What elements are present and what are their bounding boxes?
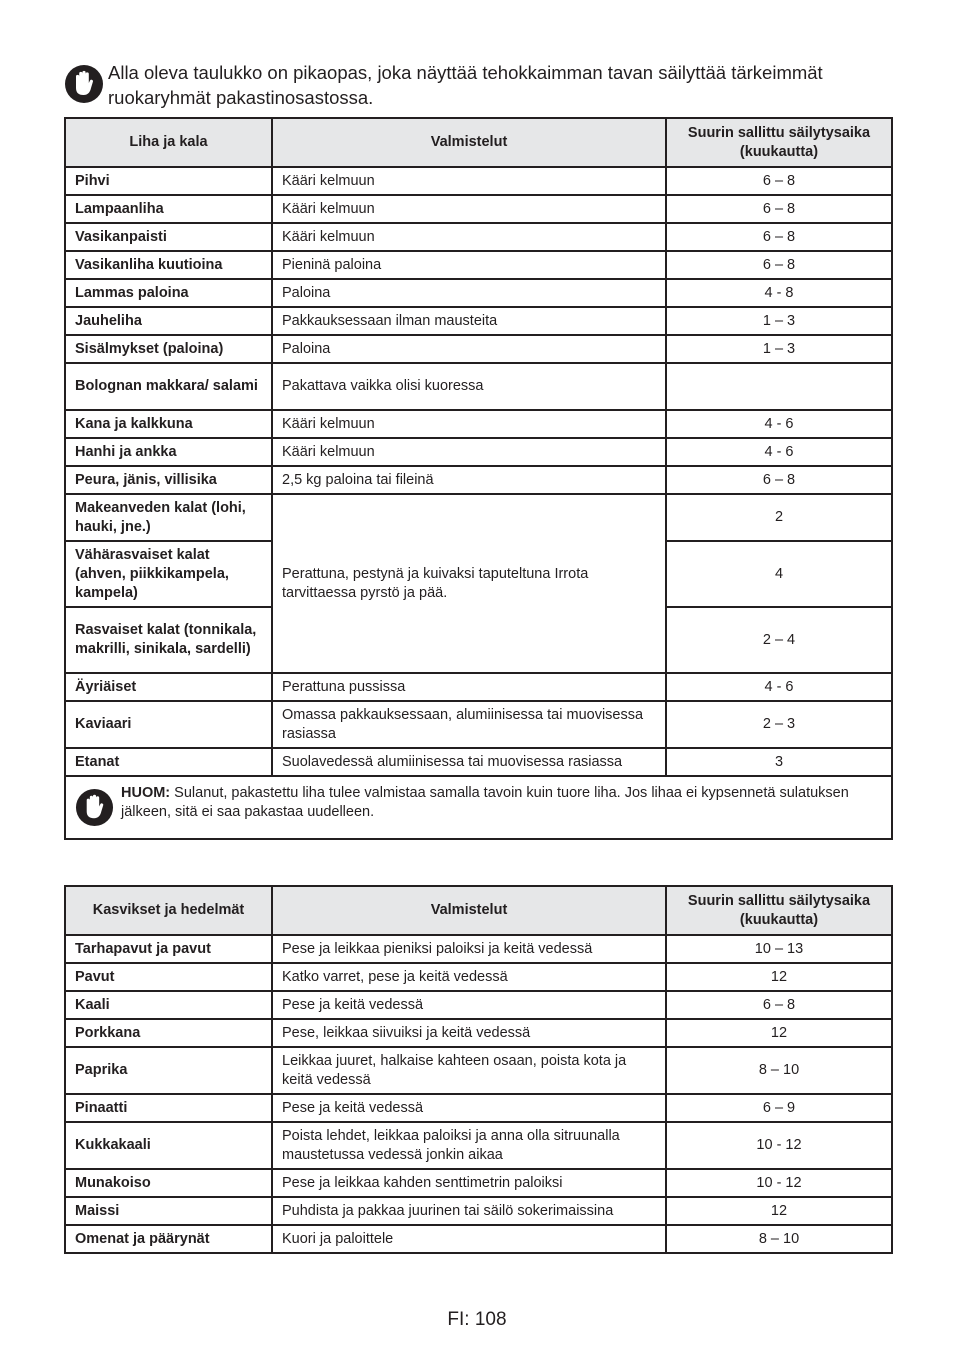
storage-time: 6 – 8 bbox=[666, 167, 892, 195]
preparation: Pese ja leikkaa kahden senttimetrin paloiksi bbox=[272, 1169, 666, 1197]
table-row bbox=[65, 748, 892, 776]
table-row bbox=[65, 963, 892, 991]
column-header: Kasvikset ja hedelmät bbox=[65, 886, 272, 935]
table-row bbox=[65, 935, 892, 963]
preparation: Omassa pakkauksessaan, alumiinisessa tai muovisessa rasiassa bbox=[272, 701, 666, 748]
table-row bbox=[65, 673, 892, 701]
note-label: HUOM: bbox=[121, 785, 171, 801]
preparation: Pese ja keitä vedessä bbox=[272, 1094, 666, 1122]
food-name: Bolognan makkara/ salami bbox=[65, 363, 272, 410]
food-name: Kukkakaali bbox=[65, 1122, 272, 1169]
storage-time: 4 - 6 bbox=[666, 673, 892, 701]
food-name: Kaali bbox=[65, 991, 272, 1019]
food-name: Hanhi ja ankka bbox=[65, 438, 272, 466]
food-name: Lammas paloina bbox=[65, 279, 272, 307]
food-name: Makeanveden kalat (lohi, hauki, jne.) bbox=[65, 494, 272, 541]
food-name: Etanat bbox=[65, 748, 272, 776]
storage-time: 8 – 10 bbox=[666, 1047, 892, 1094]
note-body: Sulanut, pakastettu liha tulee valmistaa samalla tavoin kuin tuore liha. Jos lihaa ei kypsennetä sulatuksen jälkeen, sitä ei saa pakastaa uudelleen. bbox=[121, 785, 849, 820]
table-row bbox=[65, 1225, 892, 1253]
preparation: Puhdista ja pakkaa juurinen tai säilö sokerimaissina bbox=[272, 1197, 666, 1225]
preparation: Paloina bbox=[272, 279, 666, 307]
food-name: Porkkana bbox=[65, 1019, 272, 1047]
preparation: Pakattava vaikka olisi kuoressa bbox=[272, 363, 666, 410]
table-row bbox=[65, 223, 892, 251]
storage-time: 8 – 10 bbox=[666, 1225, 892, 1253]
food-name: Kana ja kalkkuna bbox=[65, 410, 272, 438]
column-header: Liha ja kala bbox=[65, 118, 272, 167]
table-row bbox=[65, 494, 892, 541]
column-header: Valmistelut bbox=[272, 886, 666, 935]
storage-time: 1 – 3 bbox=[666, 307, 892, 335]
table-row bbox=[65, 1094, 892, 1122]
column-header: Valmistelut bbox=[272, 118, 666, 167]
note-row bbox=[65, 776, 892, 839]
storage-time: 4 - 6 bbox=[666, 410, 892, 438]
hand-stop-icon bbox=[75, 788, 114, 827]
table-row bbox=[65, 1047, 892, 1094]
food-name: Rasvaiset kalat (tonnikala, makrilli, sinikala, sardelli) bbox=[65, 607, 272, 673]
preparation: Pakkauksessaan ilman mausteita bbox=[272, 307, 666, 335]
table-row bbox=[65, 991, 892, 1019]
food-name: Vasikanliha kuutioina bbox=[65, 251, 272, 279]
table-row bbox=[65, 1197, 892, 1225]
table-row bbox=[65, 335, 892, 363]
food-name: Pinaatti bbox=[65, 1094, 272, 1122]
food-name: Jauheliha bbox=[65, 307, 272, 335]
preparation: Kääri kelmuun bbox=[272, 195, 666, 223]
storage-time: 6 – 8 bbox=[666, 251, 892, 279]
storage-time: 2 – 3 bbox=[666, 701, 892, 748]
intro-text: Alla oleva taulukko on pikaopas, joka näyttää tehokkaimman tavan säilyttää tärkeimmät ruokaryhmät pakastinosastossa. bbox=[108, 62, 823, 108]
food-name: Maissi bbox=[65, 1197, 272, 1225]
preparation: Perattuna pussissa bbox=[272, 673, 666, 701]
table-header-row bbox=[65, 886, 892, 935]
table-row bbox=[65, 279, 892, 307]
preparation: Kääri kelmuun bbox=[272, 167, 666, 195]
storage-time: 2 – 4 bbox=[666, 607, 892, 673]
preparation: Suolavedessä alumiinisessa tai muovisessa rasiassa bbox=[272, 748, 666, 776]
table-row bbox=[65, 701, 892, 748]
preparation: Kääri kelmuun bbox=[272, 438, 666, 466]
storage-time: 4 - 6 bbox=[666, 438, 892, 466]
table-row bbox=[65, 1122, 892, 1169]
table-header-row bbox=[65, 118, 892, 167]
preparation: Perattuna, pestynä ja kuivaksi taputeltuna Irrota tarvittaessa pyrstö ja pää. bbox=[272, 494, 666, 673]
storage-time: 6 – 8 bbox=[666, 466, 892, 494]
storage-time: 12 bbox=[666, 1197, 892, 1225]
storage-time: 2 bbox=[666, 494, 892, 541]
preparation: Kääri kelmuun bbox=[272, 410, 666, 438]
preparation: Kuori ja paloittele bbox=[272, 1225, 666, 1253]
table-row bbox=[65, 410, 892, 438]
food-name: Lampaanliha bbox=[65, 195, 272, 223]
storage-time: 1 – 3 bbox=[666, 335, 892, 363]
food-name: Omenat ja päärynät bbox=[65, 1225, 272, 1253]
table-row bbox=[65, 251, 892, 279]
storage-time: 10 - 12 bbox=[666, 1169, 892, 1197]
food-name: Äyriäiset bbox=[65, 673, 272, 701]
storage-time: 12 bbox=[666, 1019, 892, 1047]
food-name: Kaviaari bbox=[65, 701, 272, 748]
table-row bbox=[65, 1019, 892, 1047]
storage-time: 10 – 13 bbox=[666, 935, 892, 963]
food-name: Vasikanpaisti bbox=[65, 223, 272, 251]
food-name: Paprika bbox=[65, 1047, 272, 1094]
storage-time: 6 – 8 bbox=[666, 195, 892, 223]
preparation: Paloina bbox=[272, 335, 666, 363]
food-name: Sisälmykset (paloina) bbox=[65, 335, 272, 363]
storage-time bbox=[666, 363, 892, 410]
storage-time: 4 - 8 bbox=[666, 279, 892, 307]
preparation: Katko varret, pese ja keitä vedessä bbox=[272, 963, 666, 991]
intro-notice bbox=[64, 60, 894, 114]
food-name: Vähärasvaiset kalat (ahven, piikkikampela, kampela) bbox=[65, 541, 272, 607]
meat-fish-table bbox=[64, 117, 893, 840]
storage-time: 3 bbox=[666, 748, 892, 776]
note-text bbox=[121, 784, 871, 822]
food-name: Peura, jänis, villisika bbox=[65, 466, 272, 494]
storage-time: 4 bbox=[666, 541, 892, 607]
preparation: Pieninä paloina bbox=[272, 251, 666, 279]
table-row bbox=[65, 1169, 892, 1197]
food-name: Pihvi bbox=[65, 167, 272, 195]
food-name: Tarhapavut ja pavut bbox=[65, 935, 272, 963]
storage-time: 12 bbox=[666, 963, 892, 991]
preparation: Pese, leikkaa siivuiksi ja keitä vedessä bbox=[272, 1019, 666, 1047]
storage-time: 6 – 8 bbox=[666, 991, 892, 1019]
preparation: Poista lehdet, leikkaa paloiksi ja anna olla sitruunalla maustetussa vedessä jonkin aikaa bbox=[272, 1122, 666, 1169]
note-cell bbox=[65, 776, 892, 839]
food-name: Pavut bbox=[65, 963, 272, 991]
page-number: FI: 108 bbox=[447, 1309, 507, 1330]
food-name: Munakoiso bbox=[65, 1169, 272, 1197]
storage-time: 10 - 12 bbox=[666, 1122, 892, 1169]
column-header: Suurin sallittu säilytysaika (kuukautta) bbox=[666, 886, 892, 935]
column-header: Suurin sallittu säilytysaika (kuukautta) bbox=[666, 118, 892, 167]
table-row bbox=[65, 438, 892, 466]
preparation: 2,5 kg paloina tai fileinä bbox=[272, 466, 666, 494]
preparation: Leikkaa juuret, halkaise kahteen osaan, poista kota ja keitä vedessä bbox=[272, 1047, 666, 1094]
table-row bbox=[65, 466, 892, 494]
hand-stop-icon bbox=[64, 64, 104, 104]
table-row bbox=[65, 363, 892, 410]
table-row bbox=[65, 167, 892, 195]
table-row bbox=[65, 195, 892, 223]
preparation: Kääri kelmuun bbox=[272, 223, 666, 251]
storage-time: 6 – 9 bbox=[666, 1094, 892, 1122]
preparation: Pese ja keitä vedessä bbox=[272, 991, 666, 1019]
preparation: Pese ja leikkaa pieniksi paloiksi ja keitä vedessä bbox=[272, 935, 666, 963]
table-row bbox=[65, 307, 892, 335]
vegetables-fruit-table bbox=[64, 885, 893, 1254]
storage-time: 6 – 8 bbox=[666, 223, 892, 251]
